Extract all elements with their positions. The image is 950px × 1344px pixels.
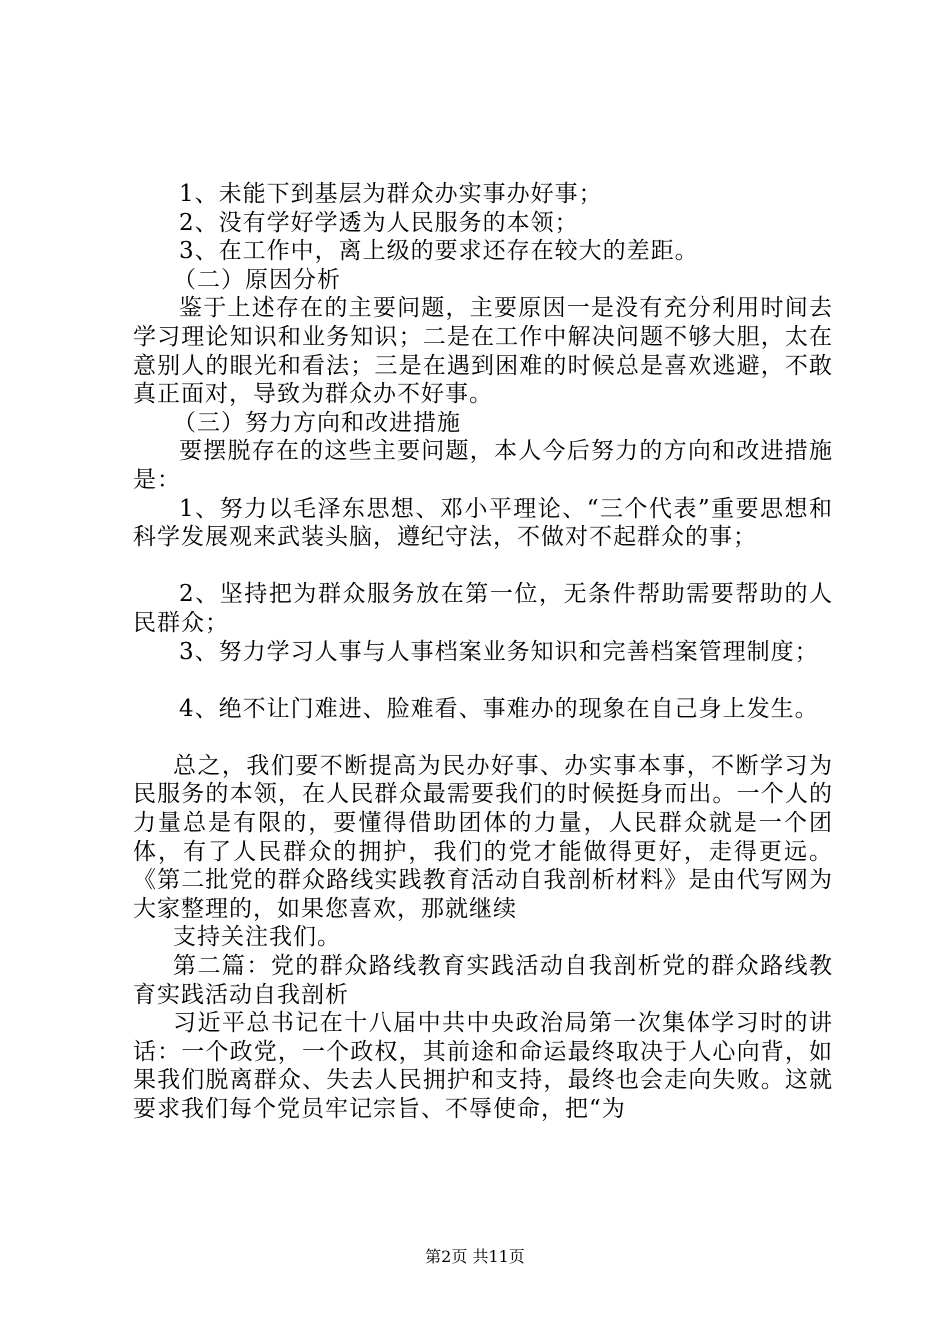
document-body [133,180,833,1124]
paragraph-measure-4: 4、绝不让门难进、脸难看、事难办的现象在自己身上发生。 [179,695,819,722]
paragraph-cause-analysis: 鉴于上述存在的主要问题，主要原因一是没有充分利用时间去学习理论知识和业务知识；二是在工作中解决问题不够大胆，太在意别人的眼光和看法；三是在遇到困难的时候总是喜欢逃避，不敢真正面对，导致为群众办不好事。 [133,295,833,408]
spacer [133,552,833,581]
section-heading-improvement: （三）努力方向和改进措施 [173,409,461,436]
paragraph-improvement-intro: 要摆脱存在的这些主要问题，本人今后努力的方向和改进措施是： [133,438,833,493]
section-heading-cause-analysis: （二）原因分析 [173,266,341,293]
paragraph-problem-2: 2、没有学好学透为人民服务的本领； [179,209,579,236]
paragraph-measure-3: 3、努力学习人事与人事档案业务知识和完善档案管理制度； [179,638,819,665]
paragraph-xi-speech: 习近平总书记在十八届中共中央政治局第一次集体学习时的讲话：一个政党，一个政权，其前途和命运最终取决于人心向背，如果我们脱离群众、失去人民拥护和支持，最终也会走向失败。这就要求我们每个党员牢记宗旨、不辱使命，把“为 [133,1010,833,1122]
spacer [133,723,833,752]
section-heading-part-two: 第二篇：党的群众路线教育实践活动自我剖析党的群众路线教育实践活动自我剖析 [133,953,833,1008]
spacer [133,666,833,695]
paragraph-measure-1: 1、努力以毛泽东思想、邓小平理论、“三个代表”重要思想和科学发展观来武装头脑，遵纪守法，不做对不起群众的事； [133,495,833,551]
paragraph-problem-1: 1、未能下到基层为群众办实事办好事； [179,181,603,207]
paragraph-problem-3: 3、在工作中，离上级的要求还存在较大的差距。 [179,238,699,265]
page-number-footer: 第2页 共11页 [425,1247,525,1266]
paragraph-conclusion: 总之，我们要不断提高为民办好事、办实事本事，不断学习为民服务的本领，在人民群众最需要我们的时候挺身而出。一个人的力量总是有限的，要懂得借助团体的力量，人民群众就是一个团体，有了人民群众的拥护，我们的党才能做得更好，走得更远。《第二批党的群众路线实践教育活动自我剖析材料》是由代写网为大家整理的，如果您喜欢，那就继续 [133,752,833,922]
paragraph-measure-2: 2、坚持把为群众服务放在第一位，无条件帮助需要帮助的人民群众； [133,581,833,636]
paragraph-follow-us: 支持关注我们。 [173,924,341,951]
